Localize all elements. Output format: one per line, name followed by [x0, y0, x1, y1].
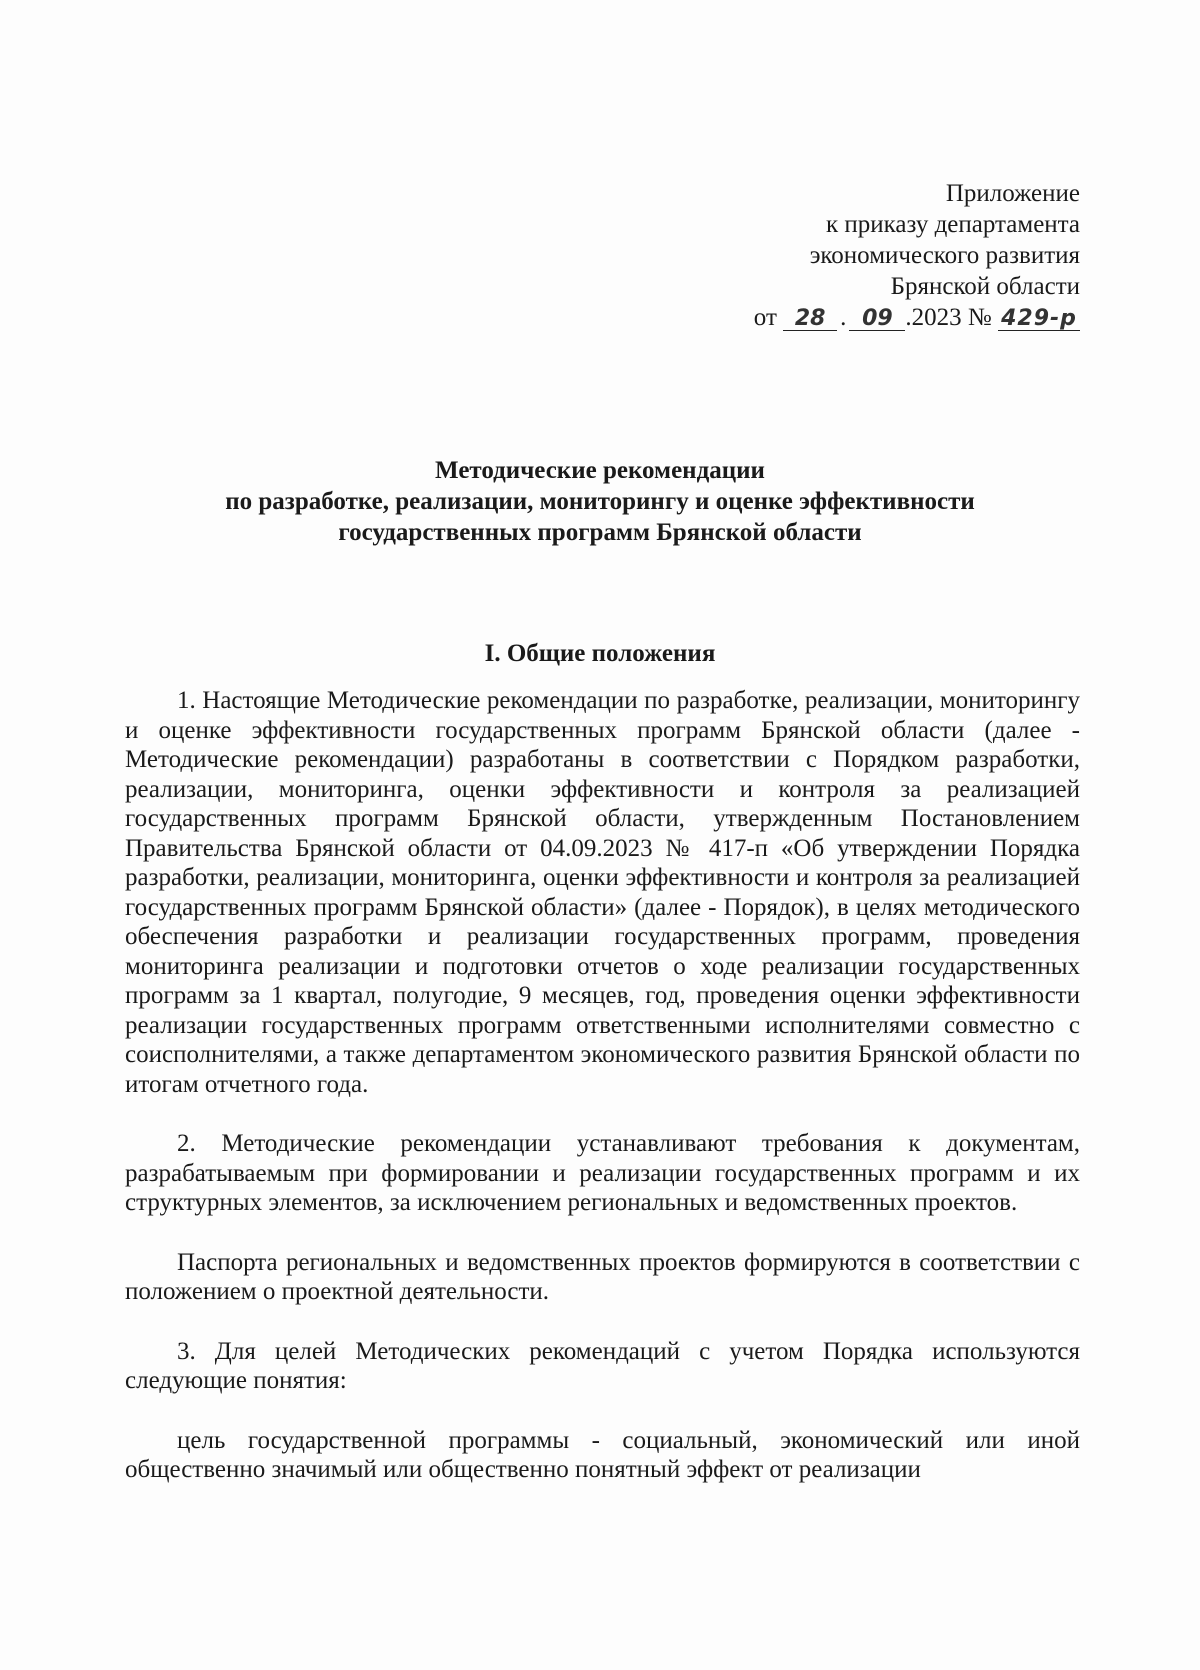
approval-date-line [520, 302, 1080, 333]
order-number-handwritten: 429-р [998, 308, 1080, 331]
date-prefix: от [753, 304, 777, 331]
approval-line-appendix: Приложение [945, 180, 1080, 207]
paragraph-2: 2. Методические рекомендации устанавливают требования к документам, разрабатываемым при формировании и реализации государственных программ и их структурных элементов, за исключением региональных и ведомственных проектов. [125, 1130, 1080, 1216]
title-line-3: государственных программ Брянской области [338, 519, 862, 546]
date-year: .2023 № [905, 304, 992, 331]
date-separator: . [840, 304, 847, 331]
date-day-handwritten: 28 [783, 308, 837, 331]
paragraph-1: 1. Настоящие Методические рекомендации по разработке, реализации, мониторингу и оценке эффективности государственных программ Брянской области (далее - Методические рекомендации) разработаны в соответствии с Порядком разработки, реализации, мониторинга, оценки эффективности и контроля за реализацией государственных программ Брянской области, утвержденным Постановлением Правительства Брянской области от 04.09.2023 № 417-п «Об утверждении Порядка разработки, реализации, мониторинга, оценки эффективности и контроля за реализацией государственных программ Брянской области» (далее - Порядок), в целях методического обеспечения разработки и реализации государственных программ, проведения мониторинга реализации и подготовки отчетов о ходе реализации государственных программ за 1 квартал, полугодие, 9 месяцев, год, проведения оценки эффективности реализации государственных программ ответственными исполнителями совместно с соисполнителями, а также департаментом экономического развития Брянской области по итогам отчетного года. [125, 687, 1080, 1098]
approval-line-department: экономического развития [809, 242, 1080, 269]
document-body [125, 686, 1080, 1485]
title-line-2: по разработке, реализации, мониторингу и оценке эффективности [225, 488, 975, 515]
approval-line-region: Брянской области [890, 273, 1080, 300]
paragraph-5: цель государственной программы - социальный, экономический или иной общественно значимый или общественно понятный эффект от реализации [125, 1426, 1080, 1483]
paragraph-4: 3. Для целей Методических рекомендаций с учетом Порядка используются следующие понятия: [125, 1337, 1080, 1394]
section-heading: I. Общие положения [484, 640, 716, 667]
paragraph-3: Паспорта региональных и ведомственных проектов формируются в соответствии с положением о проектной деятельности. [125, 1248, 1080, 1305]
approval-block [520, 178, 1080, 333]
approval-line-order: к приказу департамента [825, 211, 1080, 238]
title-line-1: Методические рекомендации [435, 457, 765, 484]
date-month-handwritten: 09 [849, 308, 905, 331]
document-title [120, 455, 1080, 548]
